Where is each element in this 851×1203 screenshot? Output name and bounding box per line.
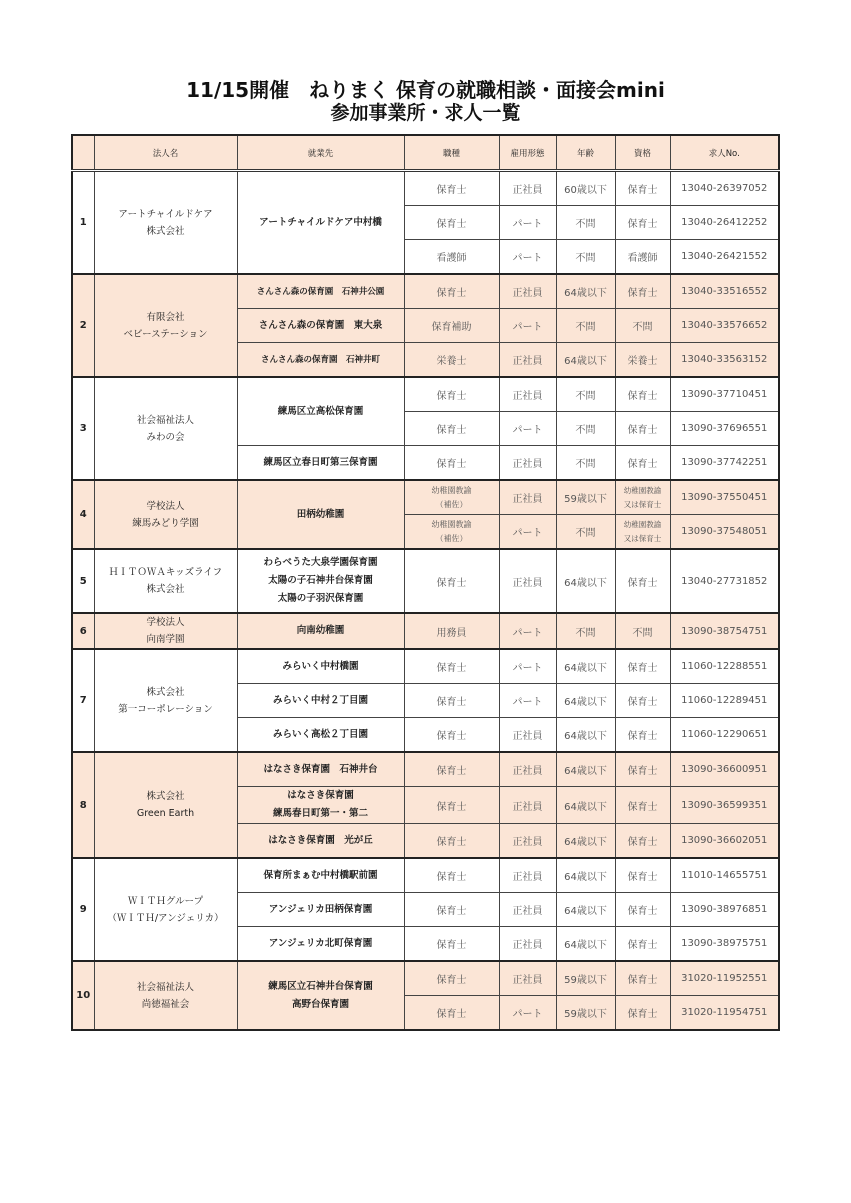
- job-type: [404, 240, 499, 275]
- job-type: [404, 858, 499, 893]
- workplace-name-line: アンジェリカ北町保育園: [268, 937, 373, 949]
- job-type-line: 保育士: [436, 219, 467, 230]
- workplace-name-line: 太陽の子石神井台保育園: [268, 575, 373, 586]
- corporation-name-line: ＨＩＴＯＷＡキッズライフ: [108, 567, 223, 578]
- workplace-name-line: はなさき保育園 光が丘: [268, 834, 373, 846]
- job-type: [404, 927, 499, 962]
- table-body: [72, 171, 779, 1031]
- job-number: 11060-12289451: [670, 684, 779, 718]
- job-number: 13040-26397052: [670, 171, 779, 206]
- corporation-name-line: アートチャイルドケア: [118, 208, 213, 220]
- qualification-line: 又は保育士: [623, 533, 662, 543]
- corporation-name-line: 練馬みどり学園: [132, 517, 199, 529]
- job-type-line: 幼稚園教諭: [431, 485, 472, 495]
- qualification-line: 不問: [632, 627, 653, 639]
- table-row: [72, 480, 779, 515]
- age-limit: 64歳以下: [556, 858, 615, 893]
- qualification: [615, 893, 670, 927]
- employment-type: 正社員: [499, 893, 556, 927]
- job-number: 11060-12288551: [670, 649, 779, 684]
- corporation-name: [94, 961, 237, 1030]
- table-row: [72, 858, 779, 893]
- employment-type: 正社員: [499, 927, 556, 962]
- employment-type: パート: [499, 240, 556, 275]
- row-number: 7: [72, 649, 94, 752]
- row-number: 9: [72, 858, 94, 961]
- job-type-line: 保育士: [436, 1009, 467, 1020]
- table-row: [72, 613, 779, 649]
- qualification: [615, 613, 670, 649]
- job-number: 11060-12290651: [670, 718, 779, 753]
- employment-type: パート: [499, 412, 556, 446]
- job-type: [404, 446, 499, 481]
- qualification: [615, 274, 670, 309]
- row-number: 5: [72, 549, 94, 613]
- corporation-name: [94, 613, 237, 649]
- age-limit: 不問: [556, 446, 615, 481]
- row-number: 6: [72, 613, 94, 649]
- employment-type: パート: [499, 613, 556, 649]
- qualification: [615, 240, 670, 275]
- row-number: 10: [72, 961, 94, 1030]
- job-number: 13040-26412252: [670, 206, 779, 240]
- qualification: [615, 961, 670, 996]
- workplace-name: [237, 893, 404, 927]
- workplace-name: [237, 927, 404, 962]
- job-type: [404, 787, 499, 824]
- qualification-line: 保育士: [627, 906, 658, 917]
- job-type-line: （補佐）: [435, 499, 468, 509]
- age-limit: 59歳以下: [556, 996, 615, 1031]
- qualification: [615, 718, 670, 753]
- table-row: [72, 752, 779, 787]
- employment-type: 正社員: [499, 549, 556, 613]
- employment-type: 正社員: [499, 343, 556, 378]
- workplace-name-line: 練馬区立石神井台保育園: [268, 980, 373, 992]
- job-type-line: 保育士: [436, 731, 467, 742]
- job-type-line: 保育士: [436, 697, 467, 708]
- workplace-name-line: 向南幼稚園: [296, 625, 345, 636]
- qualification-line: 保育士: [627, 391, 658, 402]
- corporation-name-line: 株式会社: [146, 584, 185, 595]
- row-number: 1: [72, 171, 94, 275]
- corporation-name: [94, 549, 237, 613]
- employment-type: 正社員: [499, 858, 556, 893]
- qualification-line: 栄養士: [627, 356, 658, 367]
- workplace-name-line: みらいく高松２丁目園: [272, 728, 368, 740]
- workplace-name-line: わらべうた大泉学園保育園: [263, 557, 378, 568]
- job-type: [404, 649, 499, 684]
- workplace-name-line: はなさき保育園: [287, 790, 354, 801]
- age-limit: 64歳以下: [556, 684, 615, 718]
- workplace-name: [237, 684, 404, 718]
- job-number: 31020-11952551: [670, 961, 779, 996]
- job-type: [404, 961, 499, 996]
- qualification: [615, 684, 670, 718]
- workplace-name-line: はなさき保育園 石神井台: [263, 763, 378, 775]
- corporation-name-line: 株式会社: [146, 225, 185, 237]
- employment-type: 正社員: [499, 377, 556, 412]
- workplace-name-line: 高野台保育園: [291, 998, 349, 1010]
- qualification: [615, 824, 670, 859]
- job-type-line: 保育士: [436, 391, 467, 402]
- age-limit: 64歳以下: [556, 549, 615, 613]
- age-limit: 64歳以下: [556, 718, 615, 753]
- workplace-name: [237, 274, 404, 309]
- header-job-type: 職種: [404, 135, 499, 171]
- job-type-line: 看護師: [436, 253, 467, 264]
- job-type-line: 保育士: [436, 288, 467, 299]
- corporation-name: [94, 752, 237, 858]
- qualification-line: 幼稚園教諭: [623, 485, 662, 495]
- qualification-line: 保育士: [627, 975, 658, 986]
- corporation-name: [94, 377, 237, 480]
- job-type: [404, 996, 499, 1031]
- employment-type: 正社員: [499, 824, 556, 859]
- qualification: [615, 515, 670, 550]
- row-number: 4: [72, 480, 94, 549]
- age-limit: 64歳以下: [556, 927, 615, 962]
- workplace-name: [237, 549, 404, 613]
- corporation-name-line: 向南学園: [146, 634, 185, 645]
- workplace-name: [237, 752, 404, 787]
- qualification-line: 保育士: [627, 425, 658, 436]
- job-number: 13090-37548051: [670, 515, 779, 550]
- job-type-line: 保育補助: [431, 322, 472, 333]
- qualification-line: 保育士: [627, 1009, 658, 1020]
- job-type-line: 保育士: [436, 940, 467, 951]
- job-type: [404, 893, 499, 927]
- workplace-name: [237, 309, 404, 343]
- age-limit: 不問: [556, 412, 615, 446]
- job-number: 13040-33576652: [670, 309, 779, 343]
- qualification: [615, 480, 670, 515]
- corporation-name-line: 株式会社: [146, 686, 185, 698]
- job-number: 13090-37742251: [670, 446, 779, 481]
- job-type: [404, 515, 499, 550]
- workplace-name-line: 保育所まぁむ中村橋駅前園: [263, 869, 378, 881]
- employment-type: パート: [499, 684, 556, 718]
- table-row: [72, 961, 779, 996]
- qualification-line: 不問: [632, 322, 653, 333]
- workplace-name-line: さんさん森の保育園 石神井公園: [256, 286, 385, 297]
- corporation-name-line: （ＷＩＴＨ/アンジェリカ）: [107, 912, 224, 924]
- job-listing-table: [71, 134, 780, 1031]
- qualification-line: 保育士: [627, 731, 658, 742]
- qualification-line: 保育士: [627, 872, 658, 883]
- age-limit: 60歳以下: [556, 171, 615, 206]
- corporation-name-line: 有限会社: [146, 311, 185, 323]
- workplace-name: [237, 480, 404, 549]
- job-type-line: 保育士: [436, 425, 467, 436]
- workplace-name-line: さんさん森の保育園 石神井町: [260, 354, 380, 365]
- job-type-line: 保育士: [436, 872, 467, 883]
- age-limit: 59歳以下: [556, 961, 615, 996]
- qualification-line: 保育士: [627, 837, 658, 848]
- workplace-name-line: 太陽の子羽沢保育園: [277, 593, 364, 604]
- job-type: [404, 752, 499, 787]
- job-type: [404, 171, 499, 206]
- qualification-line: 保育士: [627, 577, 658, 589]
- workplace-name: [237, 824, 404, 859]
- job-type-line: 保育士: [436, 663, 467, 674]
- job-type-line: 保育士: [436, 975, 467, 986]
- employment-type: 正社員: [499, 787, 556, 824]
- table-row: [72, 274, 779, 309]
- table-row: [72, 377, 779, 412]
- corporation-name: [94, 649, 237, 752]
- qualification-line: 保育士: [627, 459, 658, 470]
- header-no: [72, 135, 94, 171]
- qualification: [615, 787, 670, 824]
- job-number: 13090-37550451: [670, 480, 779, 515]
- job-number: 13090-36599351: [670, 787, 779, 824]
- job-type-line: 用務員: [436, 627, 467, 639]
- age-limit: 64歳以下: [556, 824, 615, 859]
- age-limit: 不問: [556, 206, 615, 240]
- job-type: [404, 684, 499, 718]
- qualification: [615, 377, 670, 412]
- table-row: [72, 649, 779, 684]
- job-type: [404, 412, 499, 446]
- workplace-name: [237, 377, 404, 446]
- corporation-name-line: 学校法人: [146, 617, 185, 628]
- workplace-name-line: 練馬春日町第一・第二: [272, 808, 368, 819]
- job-number: 11010-14655751: [670, 858, 779, 893]
- job-number: 31020-11954751: [670, 996, 779, 1031]
- page-title: 11/15開催 ねりまく 保育の就職相談・面接会mini: [186, 78, 665, 102]
- workplace-name: [237, 446, 404, 481]
- age-limit: 不問: [556, 613, 615, 649]
- job-number: 13040-26421552: [670, 240, 779, 275]
- header-workplace: 就業先: [237, 135, 404, 171]
- job-type: [404, 824, 499, 859]
- employment-type: 正社員: [499, 480, 556, 515]
- job-type: [404, 309, 499, 343]
- age-limit: 不問: [556, 240, 615, 275]
- job-type-line: 栄養士: [436, 356, 467, 367]
- corporation-name-line: 学校法人: [146, 500, 185, 512]
- employment-type: 正社員: [499, 171, 556, 206]
- corporation-name-line: 第一コーポレーション: [118, 703, 213, 715]
- age-limit: 64歳以下: [556, 752, 615, 787]
- employment-type: 正社員: [499, 718, 556, 753]
- employment-type: パート: [499, 649, 556, 684]
- age-limit: 64歳以下: [556, 893, 615, 927]
- job-type: [404, 480, 499, 515]
- corporation-name-line: 社会福祉法人: [136, 981, 194, 993]
- job-type-line: （補佐）: [435, 533, 468, 543]
- job-type-line: 保育士: [436, 837, 467, 848]
- age-limit: 64歳以下: [556, 274, 615, 309]
- qualification: [615, 206, 670, 240]
- qualification-line: 看護師: [627, 253, 658, 264]
- job-number: 13090-37710451: [670, 377, 779, 412]
- job-number: 13090-38976851: [670, 893, 779, 927]
- employment-type: 正社員: [499, 752, 556, 787]
- corporation-name: [94, 480, 237, 549]
- qualification-line: 又は保育士: [623, 499, 662, 509]
- corporation-name-line: Green Earth: [136, 808, 195, 819]
- job-type-line: 保育士: [436, 766, 467, 777]
- workplace-name: [237, 649, 404, 684]
- job-number: 13040-33516552: [670, 274, 779, 309]
- job-number: 13040-33563152: [670, 343, 779, 378]
- corporation-name-line: ＷＩＴＨグループ: [127, 895, 204, 907]
- workplace-name: [237, 858, 404, 893]
- qualification: [615, 858, 670, 893]
- corporation-name-line: みわの会: [146, 431, 185, 443]
- qualification: [615, 549, 670, 613]
- table-row: [72, 549, 779, 613]
- employment-type: パート: [499, 515, 556, 550]
- job-type: [404, 549, 499, 613]
- qualification-line: 幼稚園教諭: [623, 519, 662, 529]
- qualification: [615, 927, 670, 962]
- employment-type: 正社員: [499, 446, 556, 481]
- age-limit: 59歳以下: [556, 480, 615, 515]
- row-number: 2: [72, 274, 94, 377]
- employment-type: 正社員: [499, 274, 556, 309]
- header-age: 年齢: [556, 135, 615, 171]
- employment-type: パート: [499, 309, 556, 343]
- workplace-name-line: みらいく中村２丁目園: [272, 694, 368, 706]
- qualification: [615, 446, 670, 481]
- job-number: 13040-27731852: [670, 549, 779, 613]
- workplace-name-line: 練馬区立高松保育園: [277, 405, 364, 417]
- job-type: [404, 343, 499, 378]
- qualification: [615, 752, 670, 787]
- qualification-line: 保育士: [627, 663, 658, 674]
- page-subtitle: 参加事業所・求人一覧: [330, 102, 521, 124]
- table-row: [72, 171, 779, 206]
- job-type-line: 保育士: [436, 185, 467, 196]
- corporation-name-line: 株式会社: [146, 791, 185, 802]
- workplace-name-line: 練馬区立春日町第三保育園: [263, 456, 378, 468]
- qualification: [615, 171, 670, 206]
- job-type-line: 幼稚園教諭: [431, 519, 472, 529]
- qualification-line: 保育士: [627, 801, 658, 813]
- qualification-line: 保育士: [627, 766, 658, 777]
- workplace-name-line: さんさん森の保育園 東大泉: [258, 319, 383, 331]
- qualification-line: 保育士: [627, 697, 658, 708]
- qualification: [615, 343, 670, 378]
- job-type-line: 保育士: [436, 459, 467, 470]
- age-limit: 64歳以下: [556, 787, 615, 824]
- job-type: [404, 206, 499, 240]
- corporation-name: [94, 274, 237, 377]
- workplace-name: [237, 613, 404, 649]
- age-limit: 不問: [556, 309, 615, 343]
- table-header-row: [72, 135, 779, 171]
- job-type: [404, 613, 499, 649]
- employment-type: 正社員: [499, 961, 556, 996]
- qualification-line: 保育士: [627, 940, 658, 951]
- age-limit: 64歳以下: [556, 343, 615, 378]
- corporation-name-line: ベビーステーション: [123, 328, 208, 340]
- job-number: 13090-38754751: [670, 613, 779, 649]
- job-type: [404, 377, 499, 412]
- corporation-name: [94, 858, 237, 961]
- workplace-name-line: アンジェリカ田柄保育園: [268, 903, 373, 915]
- job-number: 13090-36602051: [670, 824, 779, 859]
- qualification-line: 保育士: [627, 288, 658, 299]
- header-qualification: 資格: [615, 135, 670, 171]
- job-type: [404, 718, 499, 753]
- workplace-name: [237, 787, 404, 824]
- qualification-line: 保育士: [627, 185, 658, 196]
- age-limit: 64歳以下: [556, 649, 615, 684]
- qualification: [615, 996, 670, 1031]
- qualification: [615, 412, 670, 446]
- qualification: [615, 649, 670, 684]
- header-corporation: 法人名: [94, 135, 237, 171]
- header-employment-type: 雇用形態: [499, 135, 556, 171]
- job-number: 13090-36600951: [670, 752, 779, 787]
- job-type-line: 保育士: [436, 577, 467, 589]
- workplace-name: [237, 961, 404, 1030]
- workplace-name-line: 田柄幼稚園: [296, 508, 345, 520]
- workplace-name: [237, 343, 404, 378]
- workplace-name: [237, 718, 404, 753]
- row-number: 8: [72, 752, 94, 858]
- job-type: [404, 274, 499, 309]
- job-number: 13090-38975751: [670, 927, 779, 962]
- job-number: 13090-37696551: [670, 412, 779, 446]
- qualification-line: 保育士: [627, 219, 658, 230]
- corporation-name-line: 社会福祉法人: [136, 414, 194, 426]
- job-type-line: 保育士: [436, 801, 467, 813]
- employment-type: パート: [499, 206, 556, 240]
- job-type-line: 保育士: [436, 906, 467, 917]
- age-limit: 不問: [556, 515, 615, 550]
- row-number: 3: [72, 377, 94, 480]
- qualification: [615, 309, 670, 343]
- workplace-name: [237, 171, 404, 275]
- age-limit: 不問: [556, 377, 615, 412]
- header-job-number: 求人No.: [670, 135, 779, 171]
- corporation-name: [94, 171, 237, 275]
- workplace-name-line: みらいく中村橋園: [282, 660, 359, 672]
- employment-type: パート: [499, 996, 556, 1031]
- workplace-name-line: アートチャイルドケア中村橋: [259, 216, 382, 228]
- corporation-name-line: 尚徳福祉会: [141, 998, 190, 1010]
